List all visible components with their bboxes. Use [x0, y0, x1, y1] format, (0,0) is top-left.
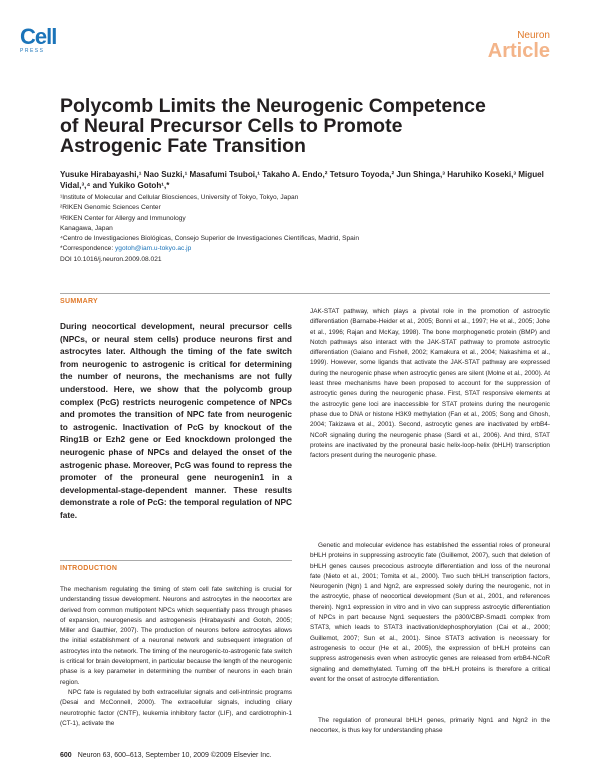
introduction-heading: INTRODUCTION: [60, 565, 118, 572]
page-footer: [60, 752, 272, 759]
cell-press-logo: [20, 24, 57, 54]
intro-paragraph-2: NPC fate is regulated by both extracellular signals and cell-intrinsic programs (Desai and McConnell, 2000). The extracellular signals, including ciliary neurotrophic factor (CNTF), leukemia inhibitory factor (LIF), and cardiotrophin-1 (CT-1), activate the: [60, 689, 292, 727]
author-list: Yusuke Hirabayashi,¹ Nao Suzki,¹ Masafumi Tsuboi,¹ Takaho A. Endo,² Tetsuro Toyoda,² Jun Shinga,³ Haruhiko Koseki,³ Miguel Vidal,³,⁴ and Yukiko Gotoh¹,*: [60, 170, 544, 190]
header-divider: [60, 293, 550, 294]
correspondence-email[interactable]: ygotoh@iam.u-tokyo.ac.jp: [114, 245, 192, 253]
journal-name: Neuron: [517, 30, 550, 41]
affiliation-line: ¹Institute of Molecular and Cellular Biosciences, University of Tokyo, Tokyo, Japan: [60, 194, 299, 201]
correspondence: [60, 244, 550, 254]
affiliations: [60, 193, 550, 265]
article-type: Article: [487, 40, 550, 62]
doi: DOI 10.1016/j.neuron.2009.08.021: [60, 255, 162, 263]
affiliation-line: ⁴Centro de Investigaciones Biológicas, Consejo Superior de Investigaciones Científicas, Madrid, Spain: [60, 235, 359, 243]
summary-text: During neocortical development, neural precursor cells (NPCs, or neural stem cells) produce neurons first and astrocytes later. Although the timing of the fate switch from neurogenic to astrogenic is critical for determining the number of neurons, the mechanisms are not fully understood. Here, we show that the polycomb group complex (PcG) restricts neurogenic competence of NPCs and promotes the transition of NPC fate from neurogenic to astrogenic. Inactivation of PcG by knockout of the Ring1B or Ezh2 gene or Eed knockdown prolonged the neurogenic phase of NPCs and delayed the onset of the astrogenic phase. Moreover, PcG was found to repress the promoter of the proneural gene neurogenin1 in a developmental-stage-dependent manner. These results demonstrate a role of PcG: the temporal regulation of NPC fate.: [60, 321, 292, 520]
correspondence-label: *Correspondence:: [60, 245, 115, 253]
column2-paragraph-3: The regulation of proneural bHLH genes, primarily Ngn1 and Ngn2 in the neocortex, is thus key for understanding phase: [310, 717, 550, 735]
page-number: 600: [60, 752, 72, 759]
column2-paragraph-2: Genetic and molecular evidence has established the essential roles of proneural bHLH proteins in suppressing astrocytic fate (Guillemot, 2007), such that deletion of bHLH genes causes precocious astrocyte differentiation and loss of the neuronal fate (Nieto et al., 2001; Tomita et al., 2000). Two such bHLH transcription factors, Neurogenin (Ngn) 1 and Ngn2, are expressed solely during the neurogenic, not in the astrocytic, phase of neocortical development (Sun et al., 2001, and references therein). Ngn1 expression in vitro and in vivo can suppress astrocytic differentiation of NPCs in part because Ngn1 sequesters the p300/CBP-Smad1 complex from STAT3, which leads to STAT3 inactivation/dephosphorylation (Cai et al., 2000; Guillemot, 2007; Sun et al., 2001). Since STAT3 activation is necessary for astrogenesis to occur (He et al., 2005), the expression of bHLH proteins can suppress astrogenesis even when astrocytic genes are released from erbB4-NCoR signaling and demethylated. Turning off the bHLH proteins is therefore a critical event for the onset of astrocyte differentiation.: [310, 542, 550, 683]
logo-press: PRESS: [20, 48, 45, 54]
intro-paragraph-1: The mechanism regulating the timing of stem cell fate switching is crucial for understanding tissue development. Neurons and astrocytes in the neocortex are derived from common multipotent NPCs which sequentially pass through phases of expansion, neurogenesis and astrogenesis (Hirabayashi and Gotoh, 2005; Miller and Gauthier, 2007). The production of neurons before astrocytes allows the initial establishment of a neuronal network and subsequent integration of astrocytes into the network. The timing of the neurogenic-to-astrogenic fate switch is critical for brain development, in particular because the length of the neurogenic phase is a key parameter in determining the number of neurons in each brain region.: [60, 586, 292, 686]
affiliation-line: ³RIKEN Center for Allergy and Immunology: [60, 214, 186, 222]
intro-divider: [60, 560, 292, 561]
summary-heading: SUMMARY: [60, 298, 99, 305]
article-title: Polycomb Limits the Neurogenic Competence of Neural Precursor Cells to Promote Astrogenic Fate Transition: [60, 95, 486, 157]
affiliation-line: ²RIKEN Genomic Sciences Center: [60, 204, 161, 212]
column2-paragraph-1: JAK-STAT pathway, which plays a pivotal role in the promotion of astrocytic differentiation (Barnabe-Heider et al., 2005; Bonni et al., 1997; He et al., 2005; Johe et al., 1996; Rajan and McKay, 1998). The bone morphogenetic protein (BMP) and Notch pathways also interact with the JAK-STAT pathway to promote astrocytic differentiation (Gaiano and Fishell, 2002; Kamakura et al., 2004; Nakashima et al., 1999). However, some ligands that activate the JAK-STAT pathway are expressed during the neurogenic phase when astrocytic genes are silent (Molne et al., 2000). At least three mechanisms have been proposed to account for the suppression of astrocytic genes during the neurogenic phase. First, STAT responsive elements at the astrocytic gene loci are inaccessible for STAT proteins during the neurogenic phase due to DNA or histone H3K9 methylation (Fan et al., 2005; Song and Ghosh, 2004; Takizawa et al., 2001). Second, astrocytic genes are inactivated by erbB4-NCoR signaling during the neurogenic phase (Sardi et al., 2006). And third, STAT proteins are inactivated by the proneural basic helix-loop-helix (bHLH) transcription factors present during the neurogenic phase.: [310, 308, 550, 460]
logo-word: Cell: [20, 24, 57, 49]
affiliation-line: Kanagawa, Japan: [60, 224, 113, 232]
journal-header: [488, 30, 550, 61]
citation: Neuron 63, 600–613, September 10, 2009 ©2009 Elsevier Inc.: [77, 752, 272, 759]
